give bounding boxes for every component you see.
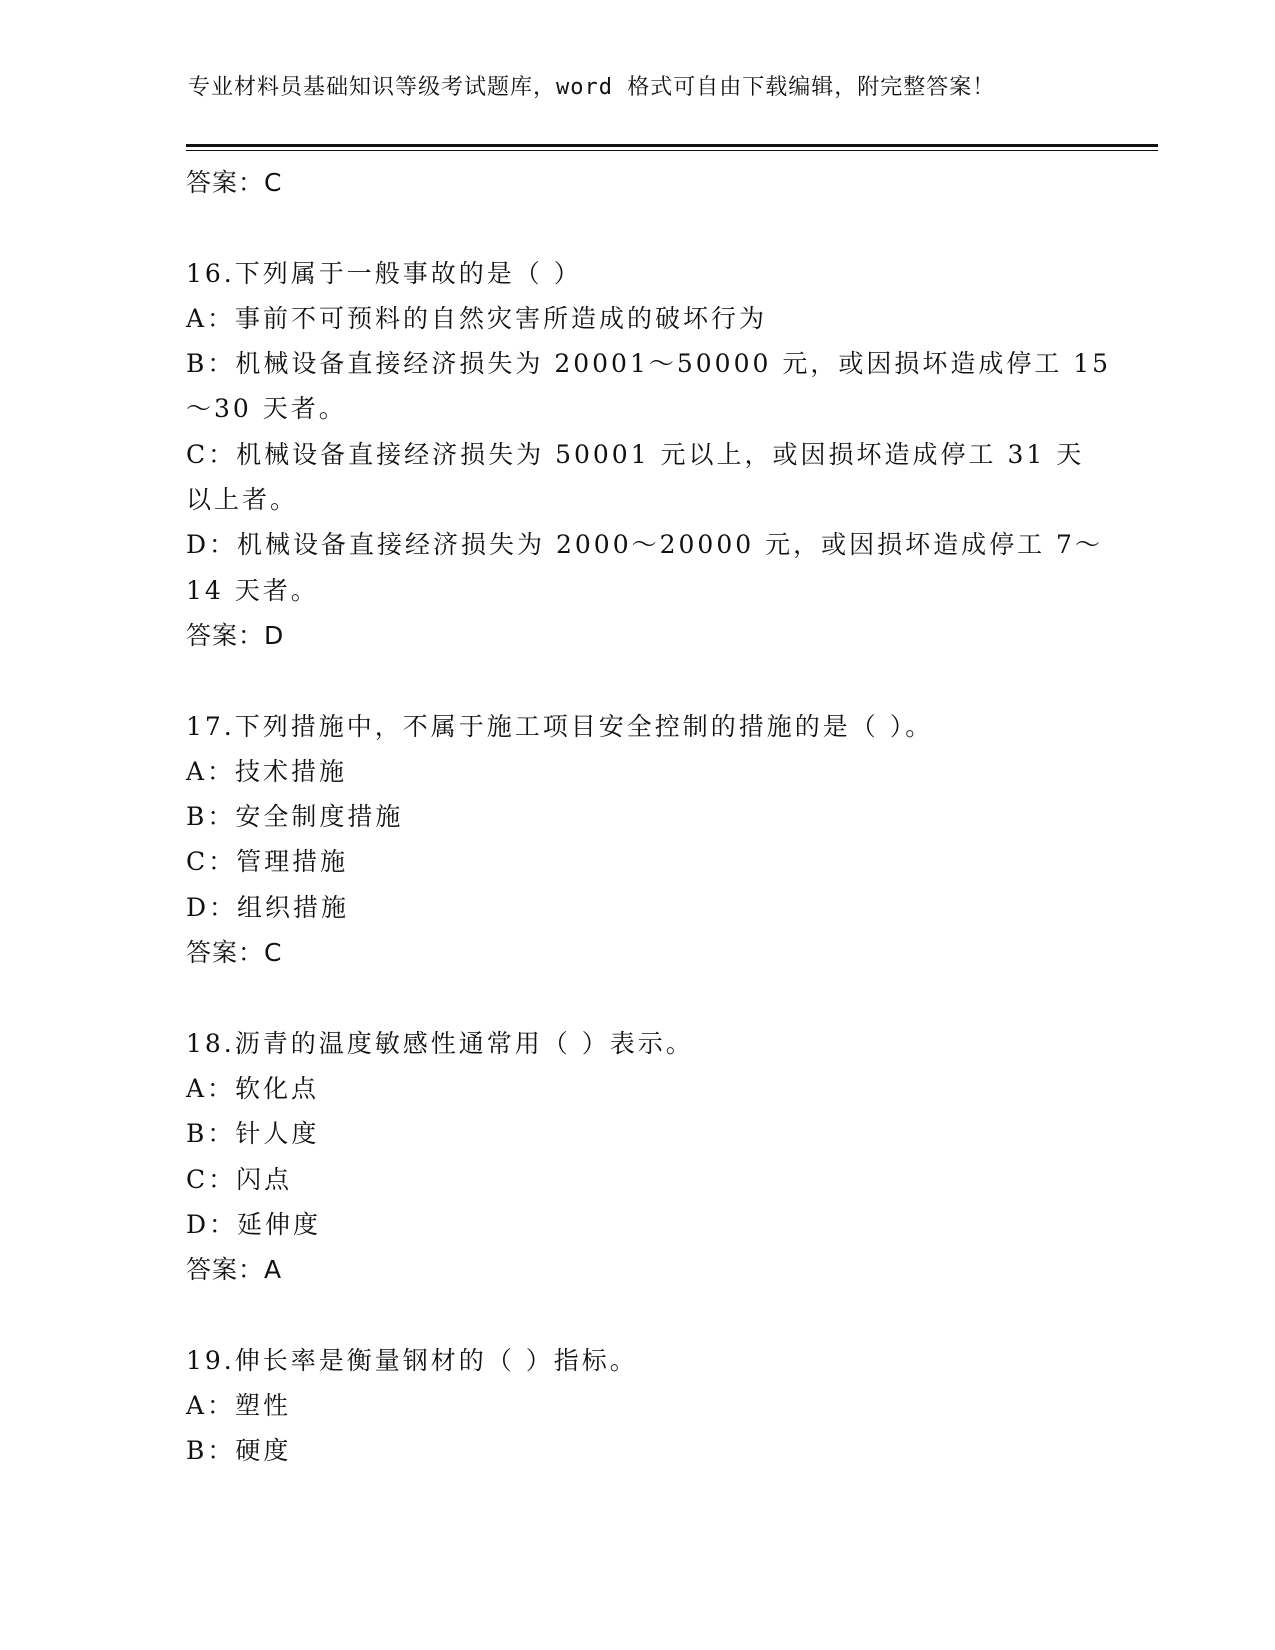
question-stem: 16.下列属于一般事故的是（ ） <box>186 258 582 288</box>
question-18 <box>186 1021 1066 1293</box>
option-line: B：针人度 <box>186 1119 320 1149</box>
header-rule-thin <box>186 150 1158 151</box>
option-line: B：安全制度措施 <box>186 802 404 832</box>
option-line: C：闪点 <box>186 1164 293 1194</box>
question-stem: 19.伸长率是衡量钢材的（ ）指标。 <box>186 1345 638 1375</box>
option-line: D：延伸度 <box>186 1209 322 1239</box>
answer-line: 答案：A <box>186 1255 283 1285</box>
option-line: A：塑性 <box>186 1391 292 1421</box>
option-line: C：管理措施 <box>186 847 349 877</box>
question-stem: 18.沥青的温度敏感性通常用（ ）表示。 <box>186 1028 694 1058</box>
spacer <box>186 975 1066 1020</box>
spacer <box>186 205 1066 250</box>
option-line: 14 天者。 <box>186 575 319 605</box>
question-list <box>186 160 1112 1474</box>
option-line: A：软化点 <box>186 1073 320 1103</box>
spacer <box>186 658 1066 703</box>
option-line: B：机械设备直接经济损失为 20001～50000 元，或因损坏造成停工 15 <box>186 349 1112 379</box>
answer-line: 答案：C <box>186 938 283 968</box>
option-line: ～30 天者。 <box>186 394 347 424</box>
answer-line: 答案：D <box>186 620 285 650</box>
question-stem: 17.下列措施中，不属于施工项目安全控制的措施的是（ ）。 <box>186 711 934 741</box>
answer-line: 答案：C <box>186 168 283 197</box>
page-header: 专业材料员基础知识等级考试题库，word 格式可自由下载编辑，附完整答案！ <box>188 75 996 100</box>
question-17 <box>186 704 1066 976</box>
question-16 <box>186 251 1112 659</box>
header-rule-thick <box>186 144 1158 147</box>
option-line: A：事前不可预料的自然灾害所造成的破坏行为 <box>186 303 768 333</box>
option-line: D：组织措施 <box>186 892 350 922</box>
spacer <box>186 1292 1066 1337</box>
option-line: 以上者。 <box>186 485 299 515</box>
option-line: A：技术措施 <box>186 756 348 786</box>
option-line: B：硬度 <box>186 1436 292 1466</box>
option-line: D：机械设备直接经济损失为 2000～20000 元，或因损坏造成停工 7～ <box>186 530 1103 560</box>
option-line: C：机械设备直接经济损失为 50001 元以上，或因损坏造成停工 31 天 <box>186 439 1085 469</box>
question-19 <box>186 1338 1066 1474</box>
